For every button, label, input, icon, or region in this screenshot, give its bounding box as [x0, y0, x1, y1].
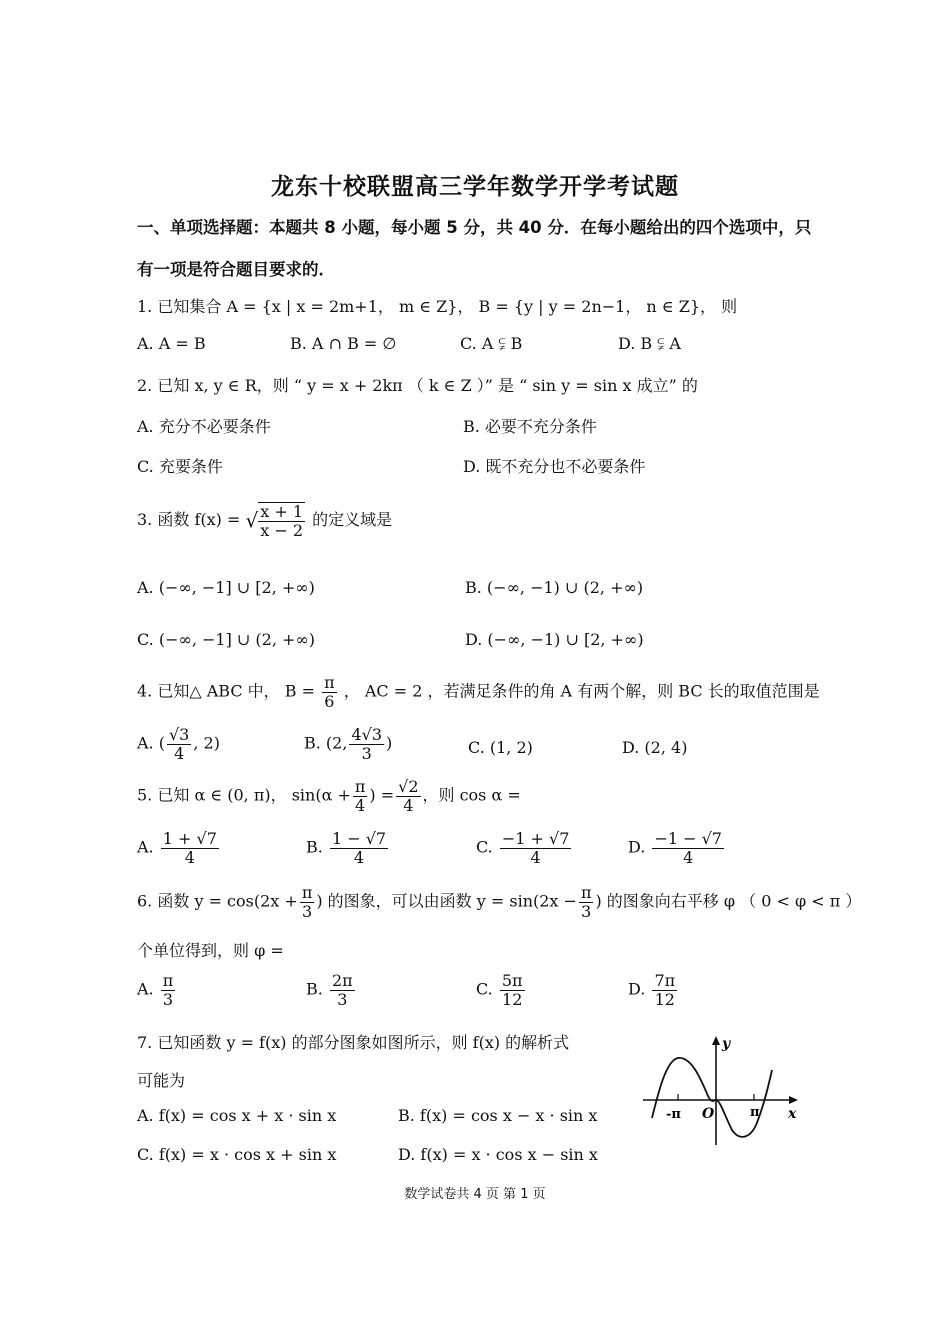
- q6-f1-num: π: [301, 883, 313, 902]
- x-axis-arrow-icon: [789, 1096, 798, 1104]
- q7-option-d: D. f(x) = x · cos x − sin x: [398, 1145, 598, 1164]
- q6-c-den: 12: [502, 989, 523, 1009]
- x-label: x: [788, 1106, 797, 1122]
- y-label: y: [722, 1036, 731, 1052]
- q5-d-opt-num: −1 − √7: [654, 829, 722, 848]
- q5-c-label: C.: [476, 837, 493, 857]
- q3-num: x + 1: [260, 502, 303, 521]
- q5-a-label: A.: [137, 837, 154, 857]
- q6-f1-fraction: [300, 884, 315, 920]
- function-graph: [638, 1030, 803, 1150]
- q3-option-d: D. (−∞, −1) ∪ [2, +∞): [465, 630, 644, 649]
- q5-option-a: [137, 830, 221, 866]
- q6-d-den: 12: [654, 989, 675, 1009]
- q5-option-d: [628, 830, 726, 866]
- neg-pi-label: -π: [666, 1107, 681, 1122]
- q3-option-c: C. (−∞, −1] ∪ (2, +∞): [137, 630, 315, 649]
- q5-a-num: π: [354, 777, 366, 796]
- q1-option-b: B. A ∩ B = ∅: [290, 334, 397, 353]
- q6-f2-num: π: [580, 883, 592, 902]
- q6-f2-den: 3: [581, 901, 592, 921]
- q4-b-num: π: [324, 673, 335, 692]
- q4-option-a: [137, 726, 220, 762]
- q4-a-num: √3: [168, 725, 190, 744]
- q6-option-d: [628, 972, 679, 1008]
- q5-a-fraction: [353, 778, 368, 814]
- q7-stem-line2: 可能为: [137, 1071, 186, 1090]
- q4-option-d: D. (2, 4): [622, 738, 688, 757]
- q5-c-opt-num: −1 + √7: [501, 829, 570, 848]
- q5-a-opt-num: 1 + √7: [162, 829, 217, 848]
- q5-r-fraction: [396, 778, 420, 814]
- pi-label: π: [750, 1105, 760, 1120]
- q4-b-den: 6: [324, 691, 335, 711]
- q6-p1: 6. 函数 y = cos(2x +: [137, 891, 298, 911]
- q1-option-d: D. B ⫋ A: [618, 334, 681, 353]
- q6-d-label: D.: [628, 979, 646, 999]
- q5-d-opt-fraction: [652, 830, 724, 866]
- q4-option-b: [304, 726, 392, 762]
- q3-den: x − 2: [260, 520, 303, 540]
- q4-prefix: 4. 已知△ ABC 中， B =: [137, 681, 316, 701]
- q5-option-c: [476, 830, 573, 866]
- q1-option-c: C. A ⫋ B: [460, 334, 523, 353]
- q4-b-post: ): [386, 733, 393, 753]
- q6-option-b: [306, 972, 357, 1008]
- q3-prefix: 3. 函数 f(x) =: [137, 510, 241, 530]
- q5-d-label: D.: [628, 837, 646, 857]
- q6-a-num: π: [162, 971, 174, 990]
- q5-a-opt-fraction: [161, 830, 219, 866]
- q6-line2: 个单位得到，则 φ =: [137, 941, 284, 960]
- sqrt-icon: √: [245, 508, 259, 533]
- y-axis-arrow-icon: [712, 1036, 720, 1045]
- q6-option-a: [137, 972, 177, 1008]
- q5-d-opt-den: 4: [683, 847, 694, 867]
- q6-c-num: 5π: [501, 971, 523, 990]
- q6-option-c: [476, 972, 527, 1008]
- q4-a-post: , 2): [193, 733, 220, 753]
- q5-suffix: ，则 cos α =: [422, 785, 521, 805]
- q6-f1-den: 3: [301, 901, 313, 921]
- q4-a-den: 4: [174, 743, 185, 763]
- q4-b-opt-num: 4√3: [351, 725, 382, 744]
- q6-c-fraction: [500, 972, 525, 1008]
- q2-option-d: D. 既不充分也不必要条件: [463, 457, 646, 476]
- q7-option-c: C. f(x) = x · cos x + sin x: [137, 1145, 337, 1164]
- q5-r-num: √2: [398, 777, 419, 796]
- q6-c-label: C.: [476, 979, 493, 999]
- q5-stem: [137, 778, 521, 814]
- q3-fraction: [258, 502, 305, 539]
- q7-option-a: A. f(x) = cos x + x · sin x: [137, 1106, 337, 1125]
- q4-a-fraction: [167, 726, 191, 762]
- origin-label: O: [702, 1106, 715, 1122]
- q2-stem: 2. 已知 x, y ∈ R，则 “ y = x + 2kπ （ k ∈ Z ）” 是 “ sin y = sin x 成立” 的: [137, 376, 698, 395]
- q5-b-opt-num: 1 − √7: [331, 829, 387, 848]
- q1-option-a: A. A = B: [137, 334, 206, 353]
- q4-b-opt-den: 3: [361, 743, 372, 763]
- q4-a-pre: A. (: [137, 733, 165, 753]
- q7-option-b: B. f(x) = cos x − x · sin x: [398, 1106, 598, 1125]
- page-footer: 数学试卷共 4 页 第 1 页: [404, 1187, 546, 1202]
- q5-b-opt-den: 4: [353, 847, 365, 867]
- q6-stem: [137, 884, 861, 920]
- q4-stem: [137, 674, 820, 710]
- q2-option-a: A. 充分不必要条件: [137, 417, 271, 436]
- q5-a-den: 4: [355, 795, 366, 815]
- q1-stem: 1. 已知集合 A = {x | x = 2m+1， m ∈ Z}， B = {y | y = 2n−1， n ∈ Z}， 则: [137, 297, 738, 316]
- q5-a-opt-den: 4: [184, 847, 195, 867]
- q5-prefix: 5. 已知 α ∈ (0, π)， sin(α +: [137, 785, 351, 805]
- q7-stem-line1: 7. 已知函数 y = f(x) 的部分图象如图所示，则 f(x) 的解析式: [137, 1033, 570, 1052]
- q6-d-num: 7π: [654, 971, 676, 990]
- section-heading-line2: 有一项是符合题目要求的．: [137, 260, 335, 279]
- q5-c-opt-fraction: [500, 830, 572, 866]
- q5-option-b: [306, 830, 390, 866]
- q6-a-den: 3: [162, 989, 174, 1009]
- q6-b-label: B.: [306, 979, 323, 999]
- q4-b-fraction: [322, 674, 337, 710]
- q4-option-c: C. (1, 2): [468, 738, 533, 757]
- q5-mid: ) =: [369, 785, 395, 805]
- q4-suffix: ， AC = 2 ，若满足条件的角 A 有两个解，则 BC 长的取值范围是: [343, 681, 820, 701]
- q3-stem: [137, 502, 392, 539]
- q6-f2-fraction: [579, 884, 594, 920]
- q5-c-opt-den: 4: [530, 847, 541, 867]
- q6-b-den: 3: [337, 989, 348, 1009]
- q6-a-fraction: [161, 972, 176, 1008]
- q6-b-num: 2π: [331, 971, 353, 990]
- q3-suffix: 的定义域是: [312, 510, 393, 530]
- page-title: 龙东十校联盟高三学年数学开学考试题: [271, 174, 679, 200]
- q6-d-fraction: [652, 972, 677, 1008]
- q2-option-c: C. 充要条件: [137, 457, 223, 476]
- q3-option-a: A. (−∞, −1] ∪ [2, +∞): [137, 578, 315, 597]
- q6-b-fraction: [330, 972, 355, 1008]
- q4-b-opt-fraction: [349, 726, 384, 762]
- q5-b-opt-fraction: [330, 830, 388, 866]
- q6-p3: ) 的图象向右平移 φ （ 0 < φ < π ）: [595, 891, 862, 911]
- q4-b-pre: B. (2,: [304, 733, 348, 753]
- q5-r-den: 4: [403, 795, 414, 815]
- q6-p2: ) 的图象，可以由函数 y = sin(2x −: [316, 891, 577, 911]
- section-heading-line1: 一、单项选择题：本题共 8 小题，每小题 5 分，共 40 分．在每小题给出的四个选项中，只: [137, 218, 812, 237]
- q2-option-b: B. 必要不充分条件: [463, 417, 597, 436]
- q5-b-label: B.: [306, 837, 323, 857]
- q6-a-label: A.: [137, 979, 154, 999]
- q3-option-b: B. (−∞, −1) ∪ (2, +∞): [465, 578, 644, 597]
